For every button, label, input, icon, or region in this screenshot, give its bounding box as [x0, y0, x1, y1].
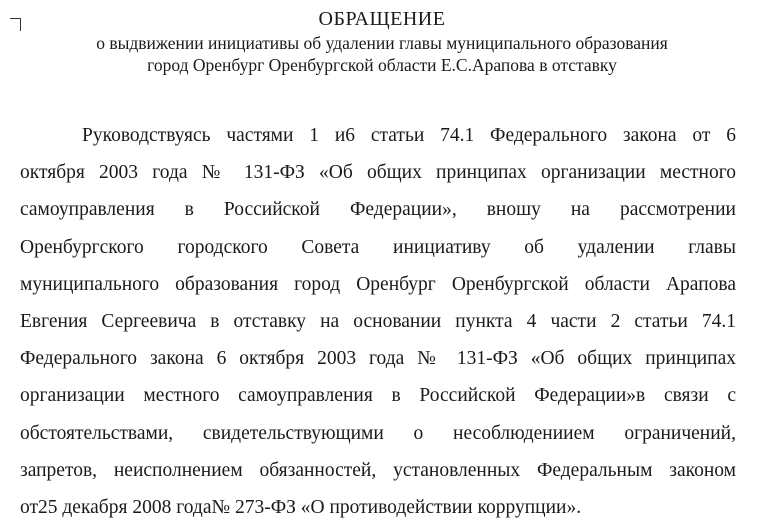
body-line: Оренбургского городского Совета инициативу об удалении главы	[20, 236, 736, 258]
body-line: запретов, неисполнением обязанностей, установленных Федеральным законом	[20, 459, 736, 481]
document-title: ОБРАЩЕНИЕ	[318, 8, 446, 30]
document-header	[0, 6, 764, 76]
body-line: самоуправления в Российской Федерации», вношу на рассмотрении	[20, 199, 736, 221]
body-line: октября 2003 года № 131-ФЗ «Об общих принципах организации местного	[20, 162, 736, 184]
body-line: Руководствуясь частями 1 и6 статьи 74.1 Федерального закона от 6	[82, 125, 736, 146]
subtitle-line: город Оренбург Оренбургской области Е.С.Арапова в отставку	[147, 55, 617, 75]
body-line: Евгения Сергеевича в отставку на основании пункта 4 части 2 статьи 74.1	[20, 311, 736, 333]
body-line: от25 декабря 2008 года№ 273-ФЗ «О противодействии коррупции».	[20, 497, 582, 519]
body-line: обстоятельствами, свидетельствующими о несоблюдениием ограничений,	[20, 422, 736, 444]
subtitle-line: о выдвижении инициативы об удалении главы муниципального образования	[96, 33, 668, 53]
body-line: муниципального образования город Оренбург Оренбургской области Арапова	[20, 273, 736, 295]
document-body	[20, 117, 736, 526]
body-line: Федерального закона 6 октября 2003 года № 131-ФЗ «Об общих принципах	[20, 348, 736, 370]
body-line: организации местного самоуправления в Российской Федерации»в связи с	[20, 385, 736, 407]
